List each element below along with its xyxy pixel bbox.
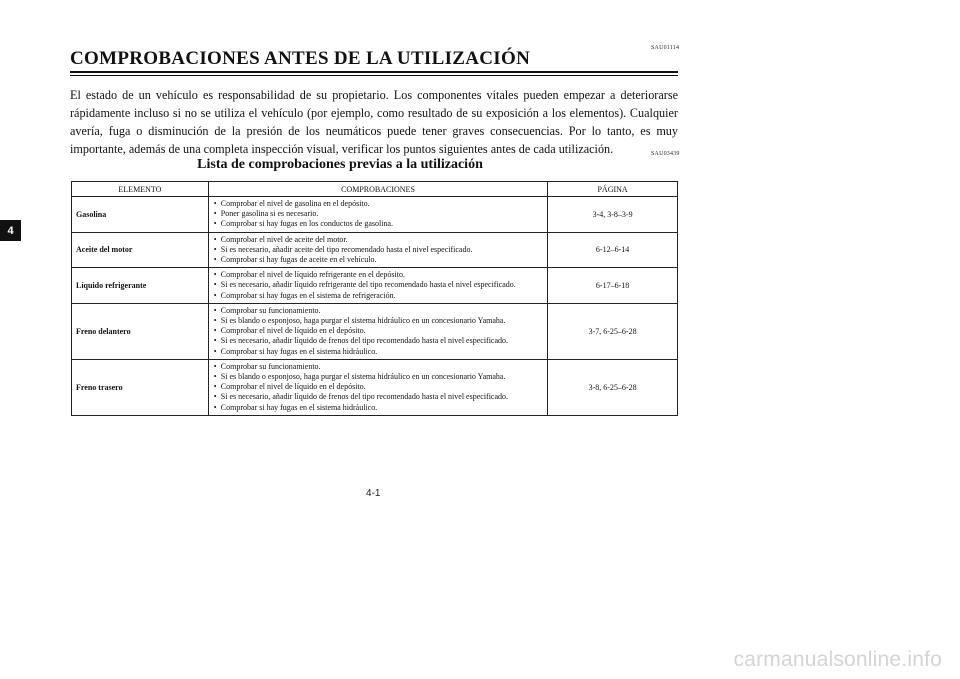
check-item: • Comprobar el nivel de líquido en el depósito. (213, 382, 543, 392)
row-page-ref: 3-4, 3-8–3-9 (548, 197, 678, 233)
check-item: • Comprobar el nivel de aceite del motor. (213, 235, 543, 245)
row-checks (208, 359, 547, 415)
check-item: • Comprobar el nivel de líquido en el depósito. (213, 326, 543, 336)
check-item: • Comprobar si hay fugas en el sistema de refrigeración. (213, 291, 543, 301)
page-number: 4-1 (366, 488, 381, 499)
check-item: • Comprobar si hay fugas de aceite en el vehículo. (213, 255, 543, 265)
check-item: • Comprobar su funcionamiento. (213, 306, 543, 316)
row-checks (208, 197, 547, 233)
table-title: Lista de comprobaciones previas a la utilización (197, 157, 483, 172)
header-page: PÁGINA (548, 182, 678, 197)
row-item-freno-trasero: Freno trasero (72, 359, 209, 415)
header-checks: COMPROBACIONES (208, 182, 547, 197)
check-item: • Poner gasolina si es necesario. (213, 209, 543, 219)
check-item: • Comprobar el nivel de gasolina en el depósito. (213, 199, 543, 209)
check-item: • Si es necesario, añadir líquido de frenos del tipo recomendado hasta el nivel especificado. (213, 392, 543, 402)
check-item: • Comprobar si hay fugas en el sistema hidráulico. (213, 403, 543, 413)
title-rule-thin (70, 75, 678, 76)
table-row (72, 268, 678, 304)
table-section-code: SAU03439 (651, 151, 680, 157)
table-row (72, 303, 678, 359)
row-page-ref: 3-8, 6-25–6-28 (548, 359, 678, 415)
check-item: • Comprobar el nivel de líquido refrigerante en el depósito. (213, 270, 543, 280)
check-item: • Comprobar si hay fugas en los conductos de gasolina. (213, 219, 543, 229)
check-item: • Comprobar si hay fugas en el sistema hidráulico. (213, 347, 543, 357)
table-row (72, 232, 678, 268)
header-element: ELEMENTO (72, 182, 209, 197)
section-code: SAU01114 (651, 45, 680, 51)
check-item: • Si es necesario, añadir líquido refrigerante del tipo recomendado hasta el nivel especificado. (213, 280, 543, 290)
table-row (72, 359, 678, 415)
check-item: • Si es blando o esponjoso, haga purgar el sistema hidráulico en un concesionario Yamaha. (213, 316, 543, 326)
check-item: • Si es necesario, añadir líquido de frenos del tipo recomendado hasta el nivel especificado. (213, 336, 543, 346)
row-page-ref: 6-17–6-18 (548, 268, 678, 304)
chapter-tab: 4 (0, 220, 21, 241)
page-title: COMPROBACIONES ANTES DE LA UTILIZACIÓN (70, 48, 531, 69)
title-rule-thick (70, 71, 678, 73)
row-item-liquido-refrigerante: Líquido refrigerante (72, 268, 209, 304)
row-item-aceite-del-motor: Aceite del motor (72, 232, 209, 268)
row-page-ref: 3-7, 6-25–6-28 (548, 303, 678, 359)
watermark: carmanualsonline.info (733, 648, 942, 671)
row-checks (208, 303, 547, 359)
check-item: • Si es blando o esponjoso, haga purgar el sistema hidráulico en un concesionario Yamaha. (213, 372, 543, 382)
row-checks (208, 232, 547, 268)
row-page-ref: 6-12–6-14 (548, 232, 678, 268)
row-item-gasolina: Gasolina (72, 197, 209, 233)
check-item: • Si es necesario, añadir aceite del tipo recomendado hasta el nivel especificado. (213, 245, 543, 255)
checklist-table (71, 181, 678, 416)
table-header-row (72, 182, 678, 197)
row-item-freno-delantero: Freno delantero (72, 303, 209, 359)
table-row (72, 197, 678, 233)
check-item: • Comprobar su funcionamiento. (213, 362, 543, 372)
row-checks (208, 268, 547, 304)
intro-paragraph: El estado de un vehículo es responsabilidad de su propietario. Los componentes vitales pueden empezar a deteriorarse rápidamente incluso si no se utiliza el vehículo (por ejemplo, como resultado de su exposición a los elementos). Cualquier avería, fuga o disminución de la presión de los neumáticos puede tener graves consecuencias. Por lo tanto, es muy importante, además de una completa inspección visual, verificar los puntos siguientes antes de cada utilización. (70, 88, 678, 156)
